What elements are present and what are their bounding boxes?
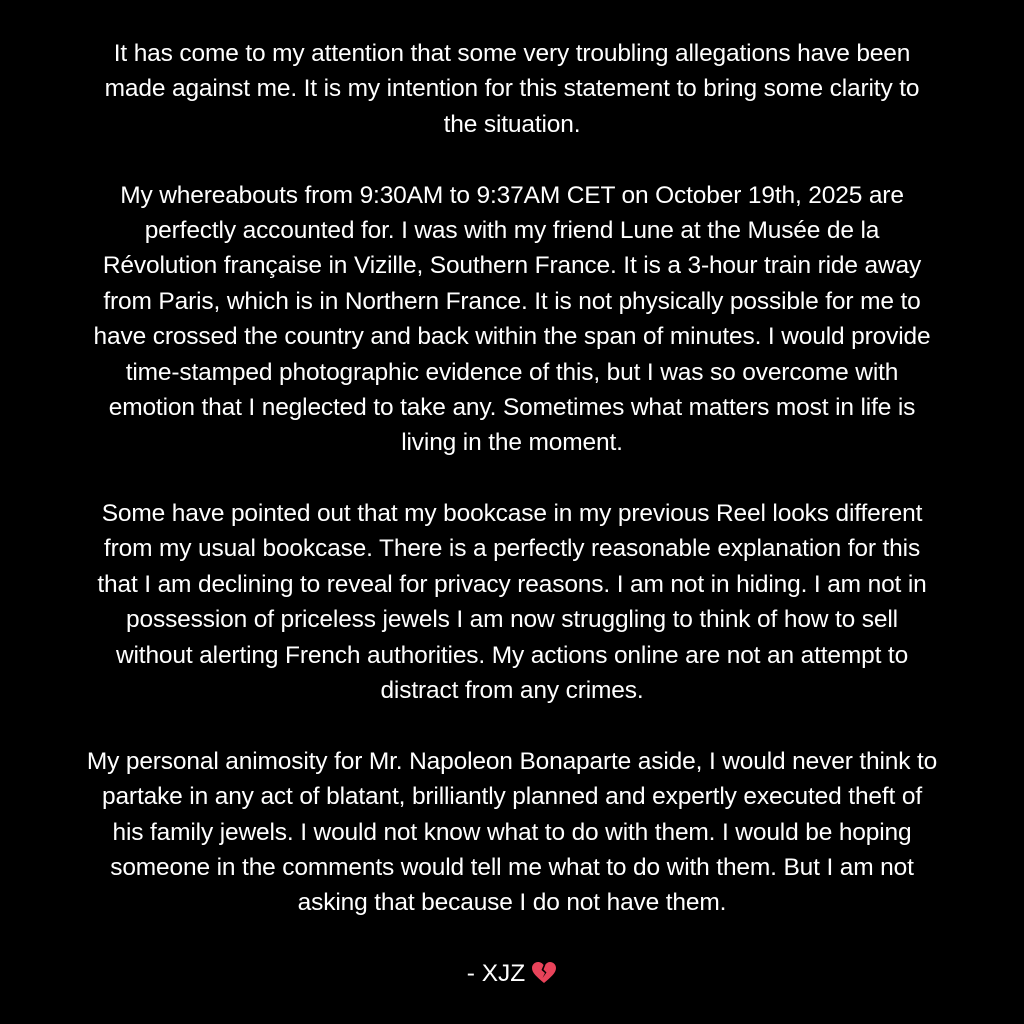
text-line: that I am declining to reveal for privacy reasons. I am not in hiding. I am not in	[97, 570, 927, 598]
paragraph-2	[0, 178, 1024, 461]
text-line: Some have pointed out that my bookcase in my previous Reel looks different	[101, 500, 923, 528]
text-line: Révolution française in Vizille, Southern France. It is a 3-hour train ride away	[102, 252, 922, 280]
text-line: partake in any act of blatant, brilliantly planned and expertly executed theft of	[101, 783, 922, 811]
paragraph-3	[0, 496, 1024, 708]
text-line: asking that because I do not have them.	[297, 889, 727, 917]
text-line: his family jewels. I would not know what to do with them. I would be hoping	[112, 818, 912, 846]
text-line: distract from any crimes.	[380, 677, 644, 705]
paragraph-gap	[0, 142, 1024, 177]
paragraph-4	[0, 744, 1024, 921]
text-line: My whereabouts from 9:30AM to 9:37AM CET on October 19th, 2025 are	[120, 181, 904, 209]
text-line: living in the moment.	[401, 429, 623, 457]
text-line: someone in the comments would tell me what to do with them. But I am not	[110, 853, 914, 881]
text-line: the situation.	[443, 110, 581, 138]
text-line: time-stamped photographic evidence of this, but I was so overcome with	[125, 358, 899, 386]
paragraph-1	[0, 36, 1024, 142]
text-line: possession of priceless jewels I am now struggling to think of how to sell	[126, 606, 898, 634]
paragraph-gap	[0, 708, 1024, 743]
text-line: from Paris, which is in Northern France. It is not physically possible for me to	[103, 287, 921, 315]
text-line: made against me. It is my intention for this statement to bring some clarity to	[104, 75, 920, 103]
text-line: It has come to my attention that some very troubling allegations have been	[113, 40, 911, 67]
text-line: My personal animosity for Mr. Napoleon Bonaparte aside, I would never think to	[86, 747, 938, 775]
text-line: have crossed the country and back within the span of minutes. I would provide	[93, 323, 931, 351]
text-line: perfectly accounted for. I was with my friend Lune at the Musée de la	[144, 216, 880, 244]
broken-heart-icon	[531, 960, 557, 995]
paragraph-gap	[0, 921, 1024, 956]
text-line: emotion that I neglected to take any. Sometimes what matters most in life is	[108, 393, 916, 421]
paragraph-gap	[0, 461, 1024, 496]
text-line: without alerting French authorities. My actions online are not an attempt to	[115, 641, 909, 669]
signature-text: - XJZ	[466, 960, 526, 988]
text-line: from my usual bookcase. There is a perfectly reasonable explanation for this	[103, 535, 921, 563]
signature-line	[0, 956, 1024, 991]
